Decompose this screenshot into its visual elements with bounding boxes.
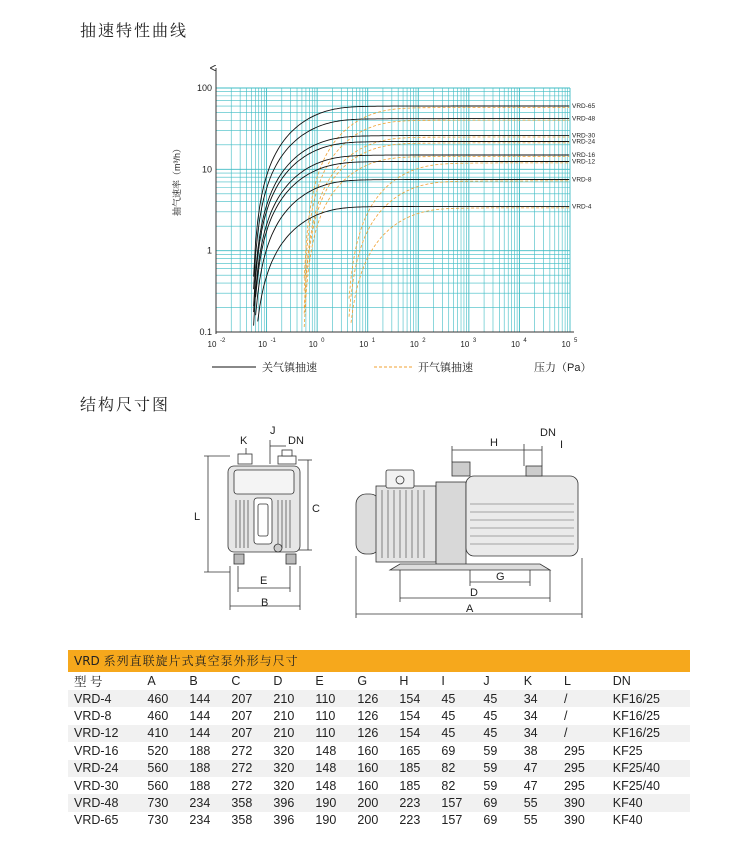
table-cell: 223 — [393, 794, 435, 811]
table-cell: VRD-48 — [68, 794, 141, 811]
table-cell: 126 — [351, 690, 393, 707]
table-cell: 160 — [351, 760, 393, 777]
front-e-label: E — [260, 575, 268, 587]
dimension-table — [68, 650, 690, 829]
table-cell: 460 — [141, 690, 183, 707]
x-tick-label: 10 — [308, 340, 318, 349]
y-tick-label: 100 — [196, 83, 212, 93]
table-cell: 560 — [141, 760, 183, 777]
table-cell: KF40 — [607, 794, 690, 811]
y-tick-label: 0.1 — [199, 327, 212, 337]
table-header-row — [68, 672, 690, 690]
table-row — [68, 725, 690, 742]
table-cell: L — [558, 672, 607, 690]
chart-grid — [216, 88, 570, 332]
table-cell: 148 — [309, 777, 351, 794]
table-cell: DN — [607, 672, 690, 690]
table-cell: 126 — [351, 725, 393, 742]
table-cell: 272 — [225, 760, 267, 777]
legend-open-label: 开气镇抽速 — [418, 362, 473, 374]
table-cell: 45 — [435, 707, 477, 724]
x-tick-label: 10 — [409, 340, 419, 349]
table-cell: C — [225, 672, 267, 690]
table-row — [68, 707, 690, 724]
table-cell: 396 — [267, 794, 309, 811]
table-cell: 730 — [141, 794, 183, 811]
table-cell: 45 — [477, 725, 517, 742]
front-k-label: K — [240, 435, 248, 447]
dimension-table-grid — [68, 672, 690, 829]
table-cell: 390 — [558, 794, 607, 811]
table-cell: 185 — [393, 760, 435, 777]
table-cell: 358 — [225, 812, 267, 829]
x-tick-exponent: -1 — [270, 338, 276, 344]
x-tick-exponent: 5 — [574, 338, 578, 344]
closed-curve — [254, 142, 570, 313]
chart-labels — [572, 103, 596, 210]
table-cell: 188 — [183, 742, 225, 759]
table-cell: 144 — [183, 707, 225, 724]
table-cell: VRD-8 — [68, 707, 141, 724]
x-axis-label: 压力（Pa） — [534, 362, 592, 374]
table-cell: KF40 — [607, 812, 690, 829]
table-cell: 110 — [309, 707, 351, 724]
table-cell: 45 — [435, 690, 477, 707]
closed-curve — [254, 155, 570, 326]
table-cell: 144 — [183, 690, 225, 707]
table-cell: K — [518, 672, 558, 690]
table-cell: 69 — [477, 812, 517, 829]
side-view — [356, 444, 582, 618]
table-cell: 165 — [393, 742, 435, 759]
open-curve — [304, 137, 569, 308]
table-cell: 45 — [477, 690, 517, 707]
table-cell: / — [558, 725, 607, 742]
curve-section-title: 抽速特性曲线 — [80, 21, 189, 40]
table-cell: 45 — [477, 707, 517, 724]
table-cell: VRD-24 — [68, 760, 141, 777]
table-cell: 190 — [309, 794, 351, 811]
table-cell: 396 — [267, 812, 309, 829]
table-cell: 82 — [435, 777, 477, 794]
table-cell: 157 — [435, 812, 477, 829]
table-cell: 200 — [351, 812, 393, 829]
y-tick-label: 1 — [206, 245, 212, 256]
table-cell: 520 — [141, 742, 183, 759]
table-cell: 160 — [351, 742, 393, 759]
series-label: VRD-4 — [572, 203, 592, 211]
table-cell: 188 — [183, 760, 225, 777]
open-curve — [304, 120, 569, 291]
table-cell: 200 — [351, 794, 393, 811]
table-cell: VRD-30 — [68, 777, 141, 794]
table-cell: 295 — [558, 777, 607, 794]
table-cell: 207 — [225, 690, 267, 707]
x-tick-exponent: -2 — [220, 338, 226, 344]
table-cell: KF25 — [607, 742, 690, 759]
table-cell: / — [558, 690, 607, 707]
table-cell: 390 — [558, 812, 607, 829]
x-tick-exponent: 2 — [422, 338, 426, 344]
chart-curves — [254, 106, 570, 327]
table-cell: H — [393, 672, 435, 690]
table-cell: J — [477, 672, 517, 690]
table-cell: / — [558, 707, 607, 724]
table-cell: 110 — [309, 690, 351, 707]
series-label: VRD-30 — [572, 132, 596, 140]
table-cell: 47 — [518, 777, 558, 794]
table-title-prefix: VRD — [74, 654, 100, 668]
table-cell: 295 — [558, 742, 607, 759]
side-a-label: A — [466, 603, 474, 615]
table-cell: 148 — [309, 760, 351, 777]
table-cell: 272 — [225, 777, 267, 794]
table-cell: 59 — [477, 742, 517, 759]
x-tick-label: 10 — [207, 340, 217, 349]
table-cell: 210 — [267, 690, 309, 707]
table-cell: 234 — [183, 812, 225, 829]
table-cell: KF16/25 — [607, 725, 690, 742]
series-label: VRD-8 — [572, 176, 592, 184]
table-cell: 69 — [435, 742, 477, 759]
front-c-label: C — [312, 503, 320, 515]
series-label: VRD-24 — [572, 138, 596, 146]
table-cell: 160 — [351, 777, 393, 794]
table-cell: 45 — [435, 725, 477, 742]
front-dn-label: DN — [288, 435, 304, 447]
table-cell: 190 — [309, 812, 351, 829]
table-cell: D — [267, 672, 309, 690]
table-row — [68, 742, 690, 759]
table-cell: 272 — [225, 742, 267, 759]
table-cell: 234 — [183, 794, 225, 811]
table-row — [68, 794, 690, 811]
table-row — [68, 812, 690, 829]
table-cell: KF16/25 — [607, 707, 690, 724]
table-cell: 144 — [183, 725, 225, 742]
table-cell: 295 — [558, 760, 607, 777]
table-cell: 34 — [518, 707, 558, 724]
table-cell: 55 — [518, 812, 558, 829]
table-cell: KF25/40 — [607, 760, 690, 777]
table-cell: KF25/40 — [607, 777, 690, 794]
open-curve — [349, 181, 569, 317]
table-cell: I — [435, 672, 477, 690]
legend-closed-label: 关气镇抽速 — [262, 362, 317, 374]
table-cell: 460 — [141, 707, 183, 724]
structure-section-title: 结构尺寸图 — [80, 395, 171, 414]
table-cell: 410 — [141, 725, 183, 742]
series-label: VRD-48 — [572, 115, 596, 123]
table-cell: 47 — [518, 760, 558, 777]
table-cell: 59 — [477, 777, 517, 794]
table-cell: 82 — [435, 760, 477, 777]
y-tick-label: 10 — [201, 164, 212, 175]
series-label: VRD-16 — [572, 152, 596, 160]
table-cell: VRD-12 — [68, 725, 141, 742]
table-cell: 207 — [225, 707, 267, 724]
table-cell: 110 — [309, 725, 351, 742]
table-cell: 型 号 — [68, 672, 141, 690]
table-cell: 320 — [267, 760, 309, 777]
table-cell: 358 — [225, 794, 267, 811]
table-cell: 126 — [351, 707, 393, 724]
table-cell: VRD-4 — [68, 690, 141, 707]
table-cell: 59 — [477, 760, 517, 777]
table-cell: 154 — [393, 725, 435, 742]
x-tick-exponent: 1 — [371, 338, 376, 344]
front-b-label: B — [261, 597, 269, 609]
table-cell: KF16/25 — [607, 690, 690, 707]
open-curve — [304, 108, 569, 279]
table-cell: 154 — [393, 690, 435, 707]
table-cell: 34 — [518, 725, 558, 742]
table-cell: 157 — [435, 794, 477, 811]
dimension-drawing — [190, 420, 610, 620]
table-cell: 185 — [393, 777, 435, 794]
table-cell: E — [309, 672, 351, 690]
x-tick-label: 10 — [460, 340, 470, 349]
series-label: VRD-12 — [572, 158, 596, 166]
table-cell: VRD-16 — [68, 742, 141, 759]
table-title-rest: 系列直联旋片式真空泵外形与尺寸 — [103, 654, 299, 668]
table-cell: G — [351, 672, 393, 690]
table-cell: 55 — [518, 794, 558, 811]
x-tick-label: 10 — [510, 340, 520, 349]
table-cell: 38 — [518, 742, 558, 759]
table-cell: 210 — [267, 725, 309, 742]
table-cell: 560 — [141, 777, 183, 794]
table-title — [68, 650, 690, 672]
table-cell: 320 — [267, 777, 309, 794]
open-curve — [304, 143, 569, 314]
table-cell: B — [183, 672, 225, 690]
table-row — [68, 760, 690, 777]
pumping-speed-chart — [170, 60, 610, 390]
front-view — [204, 440, 312, 610]
side-dn-label: DN — [540, 427, 556, 439]
closed-curve — [256, 180, 570, 316]
side-i-label: I — [560, 439, 564, 451]
closed-curve — [254, 119, 570, 290]
open-curve — [349, 163, 569, 299]
y-axis-label: 抽气速率（m³/h） — [172, 143, 182, 217]
table-cell: 223 — [393, 812, 435, 829]
x-tick-exponent: 3 — [472, 338, 477, 344]
front-j-label: J — [270, 425, 276, 437]
x-tick-label: 10 — [561, 340, 571, 349]
table-row — [68, 777, 690, 794]
table-cell: 69 — [477, 794, 517, 811]
side-g-label: G — [496, 571, 505, 583]
x-tick-exponent: 0 — [321, 338, 325, 344]
side-h-label: H — [490, 437, 498, 449]
table-cell: 730 — [141, 812, 183, 829]
table-cell: 207 — [225, 725, 267, 742]
x-tick-label: 10 — [258, 340, 268, 349]
table-cell: 210 — [267, 707, 309, 724]
table-cell: 188 — [183, 777, 225, 794]
table-cell: VRD-65 — [68, 812, 141, 829]
x-tick-exponent: 4 — [523, 338, 527, 344]
front-l-label: L — [194, 511, 201, 523]
table-cell: 320 — [267, 742, 309, 759]
table-cell: 148 — [309, 742, 351, 759]
series-label: VRD-65 — [572, 103, 596, 111]
table-cell: 154 — [393, 707, 435, 724]
x-tick-label: 10 — [359, 340, 369, 349]
side-d-label: D — [470, 587, 478, 599]
table-cell: A — [141, 672, 183, 690]
table-row — [68, 690, 690, 707]
open-curve — [351, 208, 569, 323]
table-cell: 34 — [518, 690, 558, 707]
